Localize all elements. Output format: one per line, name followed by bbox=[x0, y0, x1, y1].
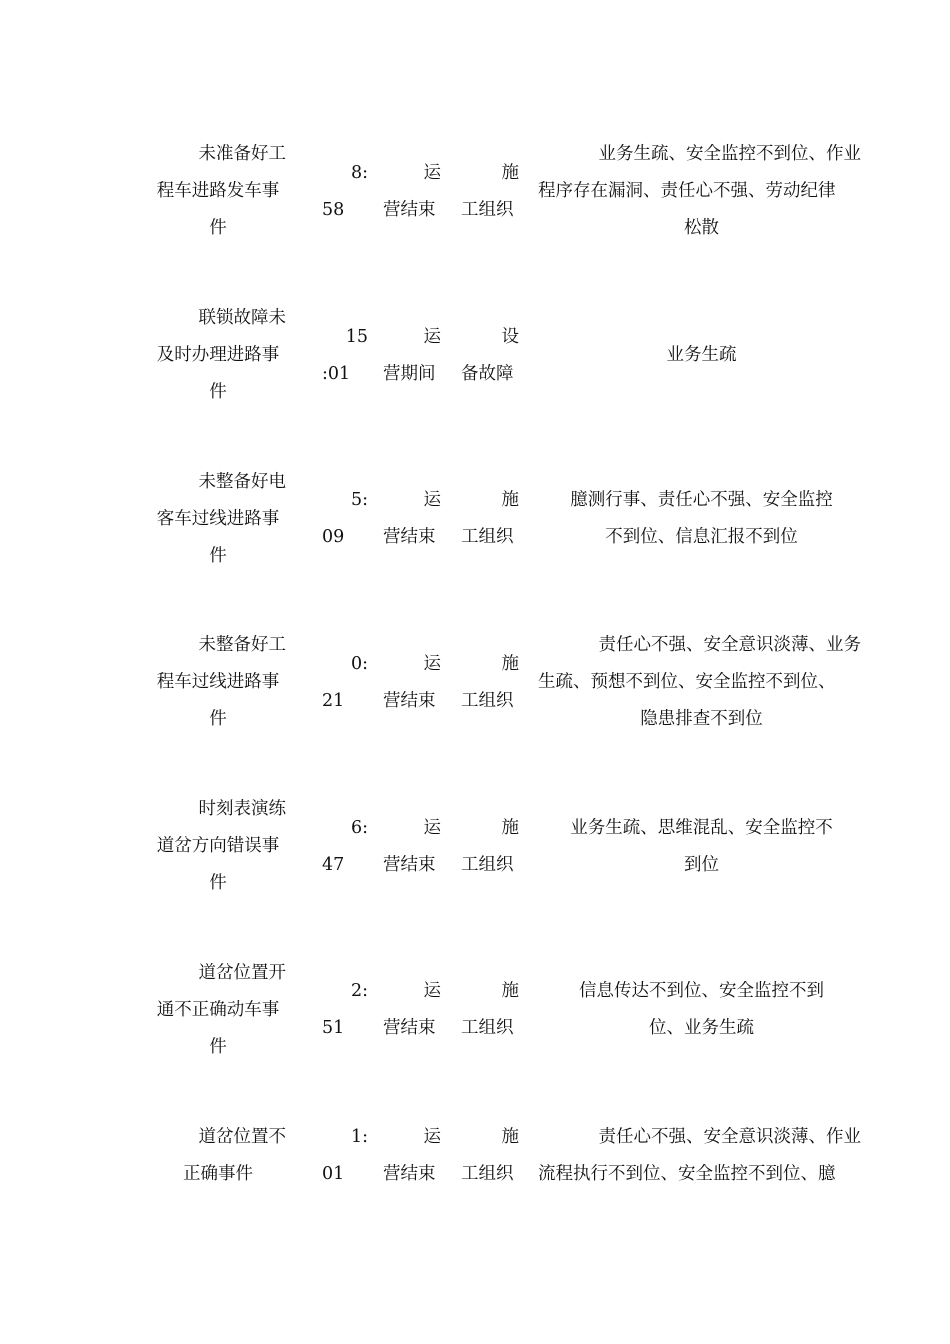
event-cause-line: 责任心不强、安全意识淡薄、业务 bbox=[598, 635, 861, 655]
event-name bbox=[150, 955, 286, 1066]
event-cause-line: 不到位、信息汇报不到位 bbox=[605, 527, 798, 547]
event-type bbox=[461, 319, 519, 393]
event-period-line: 营期间 bbox=[383, 364, 436, 384]
event-cause-line: 业务生疏、安全监控不到位、作业 bbox=[598, 144, 861, 164]
table-row bbox=[0, 1119, 950, 1239]
event-name bbox=[150, 627, 286, 738]
event-time-line: 47 bbox=[322, 855, 345, 875]
event-cause-line: 松散 bbox=[684, 218, 719, 238]
event-time-line: 8: bbox=[350, 163, 368, 183]
event-cause-line: 位、业务生疏 bbox=[649, 1018, 754, 1038]
table-row bbox=[0, 955, 950, 1075]
event-time bbox=[322, 646, 368, 720]
event-time-line: 6: bbox=[350, 818, 368, 838]
event-cause bbox=[538, 136, 865, 247]
event-cause-line: 业务生疏、思维混乱、安全监控不 bbox=[570, 818, 833, 838]
event-name-line: 件 bbox=[209, 218, 227, 238]
event-name-line: 件 bbox=[209, 382, 227, 402]
event-type bbox=[461, 810, 519, 884]
event-type-line: 工组织 bbox=[461, 527, 514, 547]
event-cause-line: 生疏、预想不到位、安全监控不到位、 bbox=[538, 672, 836, 692]
event-cause-line: 责任心不强、安全意识淡薄、作业 bbox=[598, 1127, 861, 1147]
event-name-line: 客车过线进路事 bbox=[156, 509, 280, 529]
event-cause-line: 信息传达不到位、安全监控不到 bbox=[579, 981, 824, 1001]
event-time-line: 15 bbox=[345, 327, 368, 347]
event-type bbox=[461, 1119, 519, 1193]
event-time-line: 1: bbox=[350, 1127, 368, 1147]
table-row bbox=[0, 627, 950, 747]
event-period-line: 运 bbox=[423, 654, 441, 674]
event-time bbox=[322, 810, 368, 884]
event-type-line: 备故障 bbox=[461, 364, 514, 384]
event-cause bbox=[538, 810, 865, 884]
event-time-line: 0: bbox=[350, 654, 368, 674]
event-name-line: 件 bbox=[209, 873, 227, 893]
table-row bbox=[0, 300, 950, 420]
event-cause bbox=[538, 482, 865, 556]
event-period-line: 运 bbox=[423, 981, 441, 1001]
event-type-line: 施 bbox=[501, 654, 519, 674]
event-name-line: 件 bbox=[209, 546, 227, 566]
event-type bbox=[461, 155, 519, 229]
event-name-line: 时刻表演练 bbox=[198, 799, 286, 819]
event-type-line: 设 bbox=[501, 327, 519, 347]
event-cause-line: 隐患排查不到位 bbox=[640, 709, 763, 729]
event-name bbox=[150, 300, 286, 411]
event-type-line: 施 bbox=[501, 1127, 519, 1147]
event-type-line: 工组织 bbox=[461, 691, 514, 711]
event-time bbox=[322, 482, 368, 556]
event-time bbox=[322, 155, 368, 229]
event-cause bbox=[538, 1119, 865, 1193]
event-name-line: 件 bbox=[209, 1037, 227, 1057]
event-time bbox=[322, 973, 368, 1047]
event-name-line: 程车进路发车事 bbox=[156, 181, 280, 201]
event-time-line: 5: bbox=[350, 490, 368, 510]
event-period-line: 营结束 bbox=[383, 527, 436, 547]
event-time bbox=[322, 319, 368, 393]
event-time-line: 58 bbox=[322, 200, 345, 220]
event-name-line: 联锁故障未 bbox=[198, 308, 286, 328]
event-type bbox=[461, 646, 519, 720]
event-name-line: 未整备好工 bbox=[198, 635, 286, 655]
event-period-line: 营结束 bbox=[383, 200, 436, 220]
table-row bbox=[0, 464, 950, 584]
event-cause-line: 程序存在漏洞、责任心不强、劳动纪律 bbox=[538, 181, 836, 201]
event-period bbox=[383, 973, 441, 1047]
event-cause bbox=[538, 627, 865, 738]
event-period bbox=[383, 646, 441, 720]
event-type bbox=[461, 482, 519, 556]
event-cause-line: 业务生疏 bbox=[666, 345, 737, 365]
event-time-line: 01 bbox=[322, 1164, 345, 1184]
event-cause bbox=[538, 973, 865, 1047]
event-period bbox=[383, 810, 441, 884]
event-name-line: 未准备好工 bbox=[198, 144, 286, 164]
table-row bbox=[0, 791, 950, 911]
event-name bbox=[150, 791, 286, 902]
event-period-line: 营结束 bbox=[383, 1164, 436, 1184]
event-name bbox=[150, 136, 286, 247]
event-name-line: 正确事件 bbox=[183, 1164, 253, 1184]
event-name-line: 未整备好电 bbox=[198, 472, 286, 492]
event-time bbox=[322, 1119, 368, 1193]
event-name-line: 道岔方向错误事 bbox=[156, 836, 280, 856]
event-name-line: 及时办理进路事 bbox=[156, 345, 280, 365]
event-cause-line: 臆测行事、责任心不强、安全监控 bbox=[570, 490, 833, 510]
event-type bbox=[461, 973, 519, 1047]
event-type-line: 工组织 bbox=[461, 200, 514, 220]
event-cause bbox=[538, 337, 865, 374]
event-period-line: 营结束 bbox=[383, 691, 436, 711]
event-type-line: 工组织 bbox=[461, 1018, 514, 1038]
event-type-line: 工组织 bbox=[461, 855, 514, 875]
event-time-line: 09 bbox=[322, 527, 345, 547]
event-name bbox=[150, 464, 286, 575]
event-name-line: 道岔位置不 bbox=[198, 1127, 286, 1147]
event-period bbox=[383, 155, 441, 229]
event-type-line: 施 bbox=[501, 490, 519, 510]
event-period-line: 运 bbox=[423, 163, 441, 183]
event-period-line: 运 bbox=[423, 490, 441, 510]
event-name bbox=[150, 1119, 286, 1193]
event-period bbox=[383, 482, 441, 556]
table-row bbox=[0, 136, 950, 256]
event-type-line: 施 bbox=[501, 818, 519, 838]
event-cause-line: 到位 bbox=[684, 855, 719, 875]
event-time-line: :01 bbox=[322, 364, 351, 384]
event-period-line: 运 bbox=[423, 818, 441, 838]
event-period-line: 运 bbox=[423, 1127, 441, 1147]
event-name-line: 程车过线进路事 bbox=[156, 672, 280, 692]
event-time-line: 21 bbox=[322, 691, 345, 711]
event-period bbox=[383, 1119, 441, 1193]
event-name-line: 通不正确动车事 bbox=[156, 1000, 280, 1020]
event-type-line: 施 bbox=[501, 163, 519, 183]
event-period-line: 营结束 bbox=[383, 1018, 436, 1038]
event-time-line: 2: bbox=[350, 981, 368, 1001]
event-period-line: 运 bbox=[423, 327, 441, 347]
event-name-line: 件 bbox=[209, 709, 227, 729]
event-time-line: 51 bbox=[322, 1018, 345, 1038]
event-type-line: 施 bbox=[501, 981, 519, 1001]
event-type-line: 工组织 bbox=[461, 1164, 514, 1184]
event-period-line: 营结束 bbox=[383, 855, 436, 875]
event-period bbox=[383, 319, 441, 393]
event-name-line: 道岔位置开 bbox=[198, 963, 286, 983]
event-cause-line: 流程执行不到位、安全监控不到位、臆 bbox=[538, 1164, 836, 1184]
